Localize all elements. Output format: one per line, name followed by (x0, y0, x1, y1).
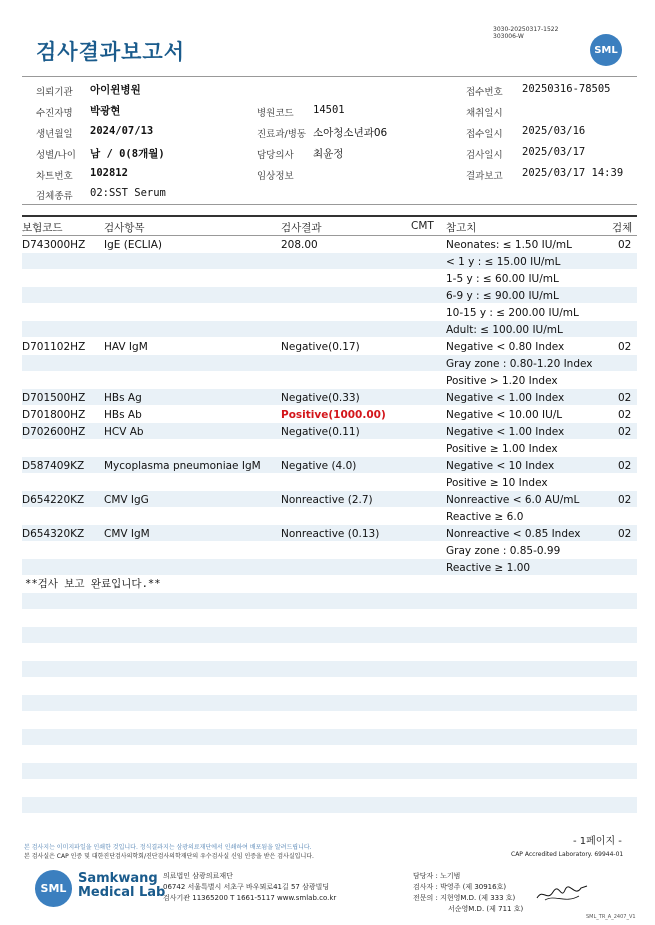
cell-code: D701800HZ (22, 409, 86, 421)
test-date-label: 검사일시 (466, 150, 503, 161)
cell-code: D587409KZ (22, 460, 85, 472)
cell-result: Negative(0.11) (281, 426, 360, 438)
dept-label: 진료과/병동 (257, 129, 307, 140)
cell-ref: Negative < 1.00 Index (446, 426, 565, 438)
signatories: 담당자 : 노기범 검사자 : 박영주 (제 30916호) 전문의 : 지현영M.D. (제 333 호) 서순영M.D. (제 711 호) (413, 872, 524, 913)
cell-item: CMV IgG (104, 494, 149, 506)
cell-item: Mycoplasma pneumoniae IgM (104, 460, 261, 472)
collect-label: 채취일시 (466, 108, 503, 119)
cell-ref: 6-9 y : ≤ 90.00 IU/mL (446, 290, 559, 302)
sml-logo: SML (590, 34, 622, 66)
cell-specimen: 02 (618, 239, 632, 251)
cell-specimen: 02 (618, 392, 632, 404)
dept-value: 소아청소년과06 (313, 127, 388, 139)
footer-note-1: 본 검사지는 이미지파일을 인쇄한 것입니다. 정식결과지는 삼광의료재단에서 인쇄하여 배포됨을 알려드립니다. (24, 844, 312, 851)
receipt-no-value: 20250316-78505 (522, 83, 611, 95)
test-date-value: 2025/03/17 (522, 146, 586, 158)
cell-specimen: 02 (618, 460, 632, 472)
header-code: 보험코드 (22, 222, 63, 234)
report-title: 검사결과보고서 (36, 40, 186, 64)
cell-result: Negative(0.33) (281, 392, 360, 404)
header-specimen: 검체 (612, 222, 633, 234)
cell-ref: Negative < 1.00 Index (446, 392, 565, 404)
cell-ref: Reactive ≥ 6.0 (446, 511, 524, 523)
cell-specimen: 02 (618, 426, 632, 438)
report-value: 2025/03/17 14:39 (522, 167, 624, 179)
receipt-no-label: 접수번호 (466, 87, 503, 98)
header-item: 검사항목 (104, 222, 145, 234)
institution-label: 의뢰기관 (36, 87, 73, 98)
completion-note: **검사 보고 완료입니다.** (25, 578, 161, 590)
header-cmt: CMT (411, 220, 434, 232)
specimen-label: 검체종류 (36, 191, 73, 202)
cell-item: IgE (ECLIA) (104, 239, 163, 251)
cell-result: Nonreactive (0.13) (281, 528, 380, 540)
cell-code: D702600HZ (22, 426, 86, 438)
cell-ref: Nonreactive < 6.0 AU/mL (446, 494, 580, 506)
row-stripe (22, 661, 637, 677)
row-stripe (22, 797, 637, 813)
clinical-label: 임상정보 (257, 171, 294, 182)
divider (22, 76, 637, 77)
lab-address: 의료법인 삼광의료재단 06742 서울특별시 서초구 바우뫼로41길 57 삼광빌딩 검사기관 11365200 T 1661-5117 www.smlab.co.kr (163, 872, 337, 902)
cell-item: HBs Ab (104, 409, 142, 421)
cell-code: D743000HZ (22, 239, 86, 251)
row-stripe (22, 593, 637, 609)
cell-ref: 10-15 y : ≤ 200.00 IU/mL (446, 307, 579, 319)
sex-age-label: 성별/나이 (36, 150, 76, 161)
cell-specimen: 02 (618, 528, 632, 540)
cell-result: Nonreactive (2.7) (281, 494, 373, 506)
brand-name: Samkwang Medical Lab (78, 871, 166, 900)
cell-item: HCV Ab (104, 426, 144, 438)
cell-item: HBs Ag (104, 392, 142, 404)
header-result: 검사결과 (281, 222, 322, 234)
signature-icon (535, 880, 590, 908)
divider (22, 204, 637, 205)
cell-code: D701102HZ (22, 341, 86, 353)
cell-item: HAV IgM (104, 341, 148, 353)
footer-note-2: 본 검사실은 CAP 인증 및 대한진단검사의학회/진단검사의학재단의 우수검사실 신임 인증을 받은 검사실입니다. (24, 853, 314, 860)
cell-ref: Positive ≥ 10 Index (446, 477, 548, 489)
header-ref: 참고치 (446, 222, 477, 234)
cell-ref: Nonreactive < 0.85 Index (446, 528, 581, 540)
cell-result: Negative(0.17) (281, 341, 360, 353)
cell-ref: Gray zone : 0.85-0.99 (446, 545, 561, 557)
cell-result: Negative (4.0) (281, 460, 357, 472)
report-label: 결과보고 (466, 171, 503, 182)
document-id: 3030-20250317-1522 303006-W (493, 26, 559, 40)
birth-value: 2024/07/13 (90, 125, 154, 137)
cell-ref: Negative < 10 Index (446, 460, 555, 472)
cell-ref: Positive ≥ 1.00 Index (446, 443, 558, 455)
cell-ref: Adult: ≤ 100.00 IU/mL (446, 324, 563, 336)
header-underline (22, 235, 637, 236)
cell-ref: Negative < 10.00 IU/L (446, 409, 563, 421)
doctor-label: 담당의사 (257, 150, 294, 161)
cell-ref: Gray zone : 0.80-1.20 Index (446, 358, 593, 370)
receipt-date-value: 2025/03/16 (522, 125, 586, 137)
cell-specimen: 02 (618, 341, 632, 353)
row-stripe (22, 627, 637, 643)
form-code: SML_TR_A_2407_V1 (586, 914, 636, 920)
birth-label: 생년월일 (36, 129, 73, 140)
cell-result: 208.00 (281, 239, 318, 251)
cell-ref: < 1 y : ≤ 15.00 IU/mL (446, 256, 561, 268)
chart-value: 102812 (90, 167, 128, 179)
specimen-value: 02:SST Serum (90, 187, 166, 199)
cell-code: D701500HZ (22, 392, 86, 404)
cell-ref: Reactive ≥ 1.00 (446, 562, 531, 574)
sex-age-value: 남 / 0(8개월) (90, 148, 165, 160)
receipt-date-label: 접수일시 (466, 129, 503, 140)
hospital-code-label: 병원코드 (257, 108, 294, 119)
hospital-code-value: 14501 (313, 104, 345, 116)
cell-ref: 1-5 y : ≤ 60.00 IU/mL (446, 273, 559, 285)
cell-code: D654320KZ (22, 528, 85, 540)
patient-value: 박광현 (90, 105, 121, 117)
cell-ref: Neonates: ≤ 1.50 IU/mL (446, 239, 572, 251)
cell-ref: Negative < 0.80 Index (446, 341, 565, 353)
page-number: - 1페이지 - (573, 836, 622, 847)
row-stripe (22, 763, 637, 779)
row-stripe (22, 695, 637, 711)
patient-label: 수진자명 (36, 108, 73, 119)
doctor-value: 최윤정 (313, 148, 344, 160)
cell-ref: Positive > 1.20 Index (446, 375, 558, 387)
cell-result: Positive(1000.00) (281, 409, 386, 421)
cell-specimen: 02 (618, 494, 632, 506)
cap-accreditation: CAP Accredited Laboratory. 69944-01 (511, 851, 624, 858)
cell-item: CMV IgM (104, 528, 150, 540)
cell-specimen: 02 (618, 409, 632, 421)
institution-value: 아이윈병원 (90, 84, 141, 96)
samkwang-logo-icon: SML (35, 870, 72, 907)
chart-label: 차트번호 (36, 171, 73, 182)
cell-code: D654220KZ (22, 494, 85, 506)
row-stripe (22, 729, 637, 745)
table-top-rule (22, 215, 637, 217)
row-stripe (22, 559, 637, 575)
